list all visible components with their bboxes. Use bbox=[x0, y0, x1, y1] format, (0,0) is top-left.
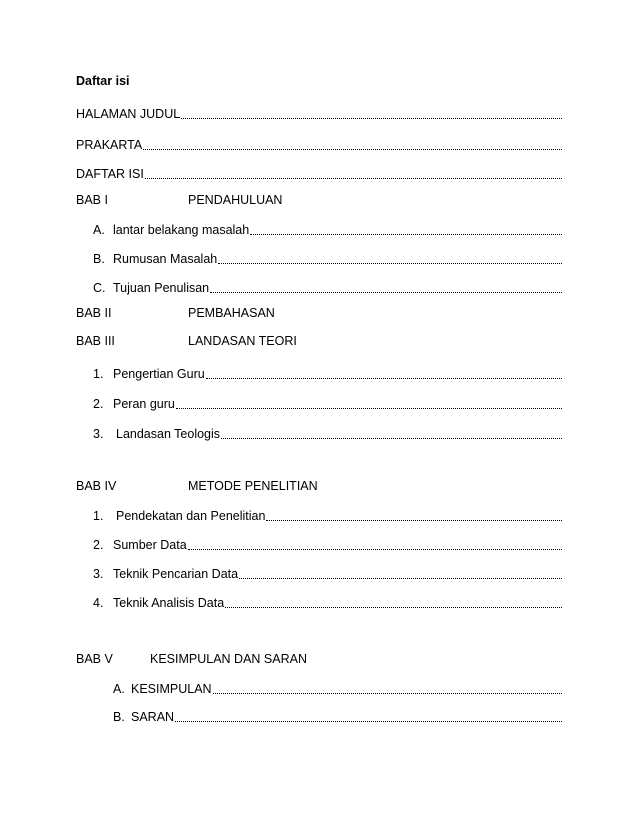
toc-entry-label: Rumusan Masalah bbox=[113, 252, 218, 266]
toc-entry-label: Tujuan Penulisan bbox=[113, 281, 210, 295]
chapter-title: KESIMPULAN DAN SARAN bbox=[150, 652, 307, 666]
toc-entry-bab3-3 bbox=[93, 425, 562, 442]
dot-leader bbox=[225, 595, 562, 608]
chapter-heading-bab-5 bbox=[76, 651, 562, 667]
dot-leader bbox=[206, 366, 562, 379]
dot-leader bbox=[145, 166, 562, 179]
chapter-number: BAB IV bbox=[76, 479, 117, 493]
chapter-heading-bab-2 bbox=[76, 305, 562, 321]
dot-leader bbox=[266, 508, 562, 521]
list-marker: A. bbox=[113, 682, 125, 696]
toc-entry-bab5-b bbox=[113, 708, 562, 725]
toc-entry-daftar-isi bbox=[76, 165, 562, 182]
toc-entry-label: PRAKARTA bbox=[76, 138, 143, 152]
toc-entry-label: Pendekatan dan Penelitian bbox=[116, 509, 266, 523]
toc-entry-label: Teknik Pencarian Data bbox=[113, 567, 239, 581]
toc-entry-label: lantar belakang masalah bbox=[113, 223, 250, 237]
list-marker: 2. bbox=[93, 538, 104, 552]
list-marker: 2. bbox=[93, 397, 104, 411]
dot-leader bbox=[250, 222, 562, 235]
chapter-heading-bab-1 bbox=[76, 192, 562, 208]
list-marker: 4. bbox=[93, 596, 104, 610]
list-marker: A. bbox=[93, 223, 105, 237]
toc-entry-bab4-2 bbox=[93, 536, 562, 553]
toc-entry-bab4-3 bbox=[93, 565, 562, 582]
toc-entry-bab4-1 bbox=[93, 507, 562, 524]
dot-leader bbox=[188, 537, 562, 550]
toc-entry-bab4-4 bbox=[93, 594, 562, 611]
toc-entry-label: KESIMPULAN bbox=[131, 682, 212, 696]
chapter-title: LANDASAN TEORI bbox=[188, 334, 297, 348]
list-marker: 1. bbox=[93, 509, 104, 523]
toc-title: Daftar isi bbox=[76, 74, 130, 88]
toc-entry-label: Sumber Data bbox=[113, 538, 187, 552]
chapter-number: BAB III bbox=[76, 334, 115, 348]
chapter-heading-bab-4 bbox=[76, 478, 562, 494]
chapter-number: BAB I bbox=[76, 193, 108, 207]
chapter-heading-bab-3 bbox=[76, 333, 562, 349]
toc-entry-label: Pengertian Guru bbox=[113, 367, 205, 381]
list-marker: 3. bbox=[93, 427, 104, 441]
toc-entry-label: HALAMAN JUDUL bbox=[76, 107, 181, 121]
list-marker: 1. bbox=[93, 367, 104, 381]
chapter-number: BAB II bbox=[76, 306, 112, 320]
dot-leader bbox=[239, 566, 562, 579]
chapter-title: METODE PENELITIAN bbox=[188, 479, 318, 493]
toc-entry-bab5-a bbox=[113, 680, 562, 697]
chapter-number: BAB V bbox=[76, 652, 113, 666]
list-marker: B. bbox=[113, 710, 125, 724]
toc-entry-bab3-2 bbox=[93, 395, 562, 412]
list-marker: B. bbox=[93, 252, 105, 266]
chapter-title: PEMBAHASAN bbox=[188, 306, 275, 320]
toc-entry-label: Landasan Teologis bbox=[116, 427, 221, 441]
toc-entry-bab3-1 bbox=[93, 365, 562, 382]
toc-entry-label: Teknik Analisis Data bbox=[113, 596, 225, 610]
toc-entry-bab1-b bbox=[93, 250, 562, 267]
toc-entry-label: Peran guru bbox=[113, 397, 175, 411]
toc-entry-bab1-a bbox=[93, 221, 562, 238]
dot-leader bbox=[213, 681, 562, 694]
dot-leader bbox=[175, 709, 562, 722]
list-marker: 3. bbox=[93, 567, 104, 581]
dot-leader bbox=[181, 106, 562, 119]
toc-entry-halaman-judul bbox=[76, 105, 562, 122]
dot-leader bbox=[143, 137, 562, 150]
toc-entry-label: SARAN bbox=[131, 710, 175, 724]
dot-leader bbox=[210, 280, 562, 293]
dot-leader bbox=[218, 251, 562, 264]
chapter-title: PENDAHULUAN bbox=[188, 193, 283, 207]
list-marker: C. bbox=[93, 281, 106, 295]
toc-entry-label: DAFTAR ISI bbox=[76, 167, 144, 181]
toc-entry-prakarta bbox=[76, 136, 562, 153]
toc-entry-bab1-c bbox=[93, 279, 562, 296]
dot-leader bbox=[176, 396, 562, 409]
dot-leader bbox=[221, 426, 562, 439]
